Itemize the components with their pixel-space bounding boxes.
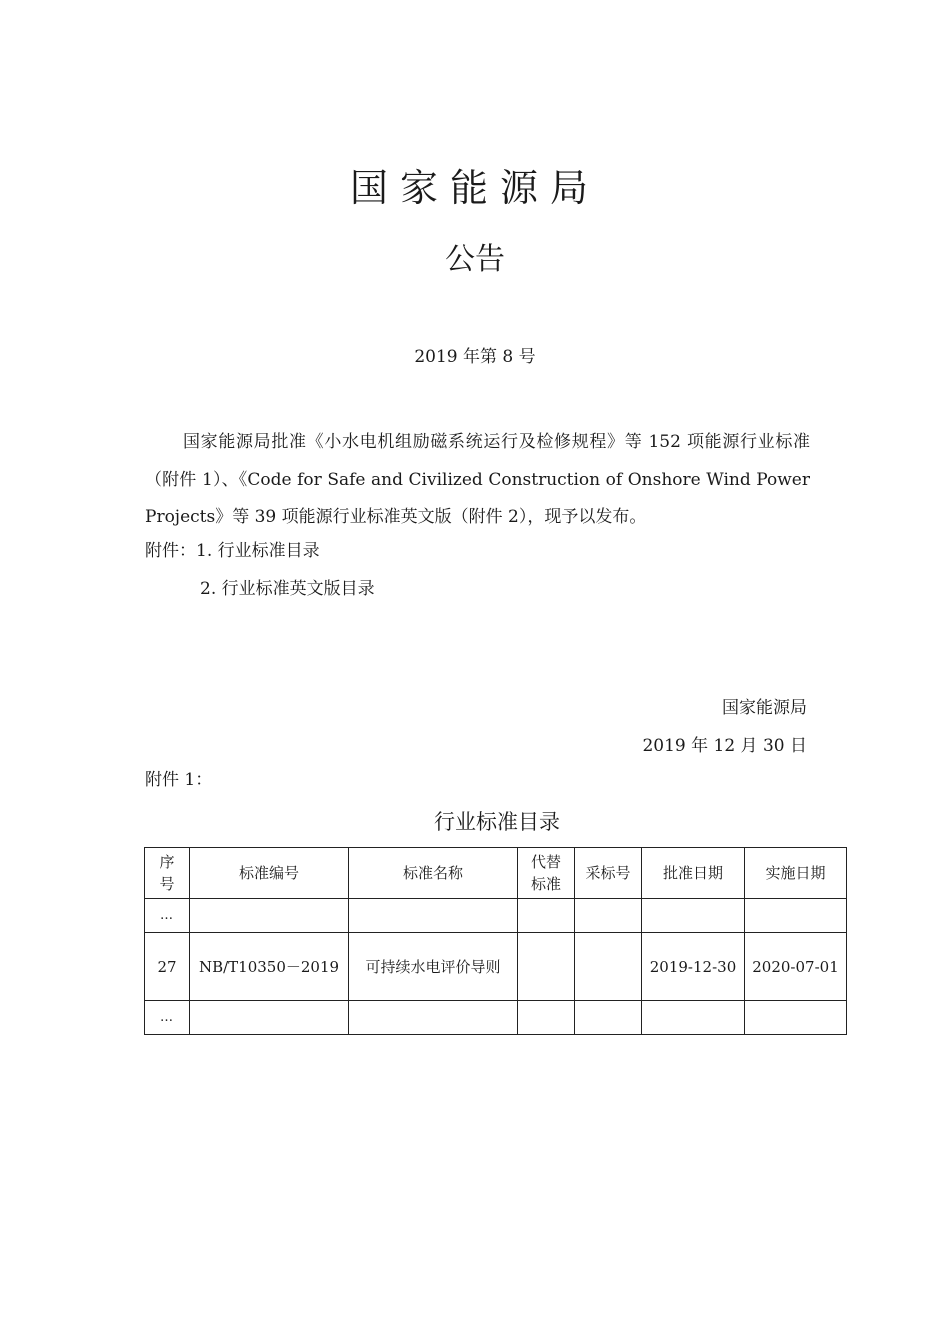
issue-number: 2019 年第 8 号 bbox=[414, 347, 536, 367]
table-header-row bbox=[145, 848, 847, 899]
cell-replaces bbox=[518, 933, 575, 1001]
table-title: 行业标准目录 bbox=[434, 810, 560, 834]
ellipsis-cell: … bbox=[145, 1001, 190, 1035]
cell-approval-date: 2019-12-30 bbox=[642, 933, 745, 1001]
table-row bbox=[145, 933, 847, 1001]
cell-adopted bbox=[575, 933, 642, 1001]
signature-org: 国家能源局 bbox=[722, 698, 807, 718]
cell-effective-date: 2020-07-01 bbox=[745, 933, 847, 1001]
attachment-line-2: 2. 行业标准英文版目录 bbox=[200, 579, 375, 599]
announcement-paragraph: 国家能源局批准《小水电机组励磁系统运行及检修规程》等 152 项能源行业标准（附件 1）、《Code for Safe and Civilized Construction of Onshore Wind Power Projects》等 39 项能源行业标准英文版（附件 2），现予以发布。 bbox=[145, 432, 810, 527]
col-header-code: 标准编号 bbox=[190, 848, 349, 899]
attachment-line-1: 附件：1. 行业标准目录 bbox=[145, 541, 320, 561]
table-row bbox=[145, 899, 847, 933]
signature-date: 2019 年 12 月 30 日 bbox=[642, 736, 807, 756]
col-header-name: 标准名称 bbox=[349, 848, 518, 899]
col-header-approval-date: 批准日期 bbox=[642, 848, 745, 899]
col-header-adopted: 采标号 bbox=[575, 848, 642, 899]
annex-label: 附件 1： bbox=[145, 770, 213, 790]
col-header-seq: 序号 bbox=[145, 848, 190, 899]
table-row bbox=[145, 1001, 847, 1035]
cell-name: 可持续水电评价导则 bbox=[349, 933, 518, 1001]
standards-table bbox=[144, 847, 847, 1035]
ellipsis-cell: … bbox=[145, 899, 190, 933]
org-title: 国家能源局 bbox=[349, 166, 600, 210]
cell-seq: 27 bbox=[145, 933, 190, 1001]
document-type-title: 公告 bbox=[445, 242, 505, 277]
col-header-effective-date: 实施日期 bbox=[745, 848, 847, 899]
cell-code: NB/T10350－2019 bbox=[190, 933, 349, 1001]
col-header-replaces: 代替标准 bbox=[518, 848, 575, 899]
